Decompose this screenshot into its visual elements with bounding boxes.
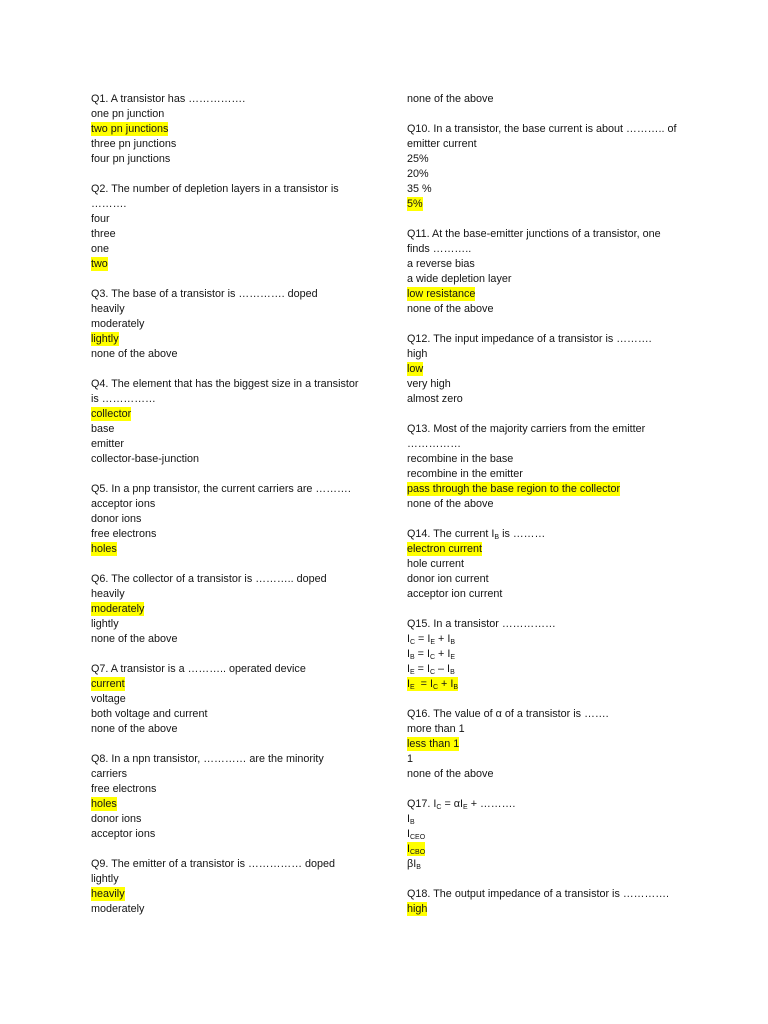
answer-option bbox=[91, 332, 358, 347]
answer-option bbox=[91, 902, 358, 917]
answer-option bbox=[407, 92, 676, 107]
option-text: one pn junction bbox=[91, 108, 165, 120]
question-text: Q5. In a pnp transistor, the current carriers are ………. bbox=[91, 483, 351, 495]
answer-option bbox=[91, 707, 358, 722]
question-line bbox=[407, 797, 676, 812]
answer-option bbox=[91, 872, 358, 887]
question-line bbox=[407, 527, 676, 542]
answer-option bbox=[407, 662, 676, 677]
subscript: C bbox=[429, 669, 436, 676]
subscript: B bbox=[494, 534, 500, 541]
question-line bbox=[91, 767, 358, 782]
question-block bbox=[91, 752, 358, 842]
text-segment: I bbox=[407, 813, 410, 825]
answer-option bbox=[407, 857, 676, 872]
text-segment: = I bbox=[414, 663, 430, 675]
answer-option bbox=[407, 272, 676, 287]
answer-option bbox=[407, 467, 676, 482]
question-text: Q13. Most of the majority carriers from the emitter bbox=[407, 423, 646, 435]
question-text: Q12. The input impedance of a transistor is ………. bbox=[407, 333, 652, 345]
option-text: donor ions bbox=[91, 813, 142, 825]
answer-option bbox=[407, 767, 676, 782]
answer-option bbox=[407, 647, 676, 662]
answer-option bbox=[91, 212, 358, 227]
option-text bbox=[407, 858, 421, 870]
question-block bbox=[91, 377, 358, 467]
option-text: 25% bbox=[407, 153, 429, 165]
subscript: E bbox=[450, 654, 456, 661]
question-text: Q15. In a transistor …………… bbox=[407, 618, 556, 630]
answer-option bbox=[91, 422, 358, 437]
option-text: recombine in the emitter bbox=[407, 468, 523, 480]
answer-option bbox=[91, 152, 358, 167]
subscript: B bbox=[453, 684, 459, 691]
highlighted-answer-text: holes bbox=[91, 798, 117, 810]
answer-option bbox=[407, 632, 676, 647]
answer-option bbox=[91, 542, 358, 557]
text-segment: + I bbox=[438, 678, 454, 690]
highlighted-answer-text: collector bbox=[91, 408, 132, 420]
subscript: C bbox=[410, 639, 416, 646]
answer-option bbox=[407, 572, 676, 587]
answer-option bbox=[407, 557, 676, 572]
question-line bbox=[91, 572, 358, 587]
question-text: Q9. The emitter of a transistor is …………… doped bbox=[91, 858, 336, 870]
subscript: B bbox=[450, 639, 456, 646]
option-text: moderately bbox=[91, 318, 145, 330]
answer-option bbox=[407, 392, 676, 407]
answer-option bbox=[91, 827, 358, 842]
answer-option bbox=[91, 797, 358, 812]
question-line bbox=[91, 92, 358, 107]
option-text: none of the above bbox=[407, 768, 494, 780]
text-segment: is ……… bbox=[499, 528, 546, 540]
answer-option bbox=[91, 527, 358, 542]
subscript: B bbox=[416, 864, 421, 871]
question-block bbox=[407, 797, 676, 872]
option-text: four pn junctions bbox=[91, 153, 171, 165]
answer-option bbox=[407, 722, 676, 737]
question-block bbox=[407, 332, 676, 407]
question-text bbox=[407, 528, 545, 540]
option-text: heavily bbox=[91, 588, 125, 600]
answer-option bbox=[407, 812, 676, 827]
option-text: high bbox=[407, 348, 428, 360]
highlighted-answer-text: current bbox=[91, 678, 125, 690]
answer-option bbox=[91, 887, 358, 902]
highlighted-answer-text: two bbox=[91, 258, 108, 270]
option-text: none of the above bbox=[407, 303, 494, 315]
answer-option bbox=[91, 317, 358, 332]
highlighted-answer-text: heavily bbox=[91, 888, 125, 900]
option-text: moderately bbox=[91, 903, 145, 915]
question-line bbox=[407, 332, 676, 347]
answer-option bbox=[91, 617, 358, 632]
answer-option bbox=[407, 347, 676, 362]
answer-option bbox=[91, 602, 358, 617]
option-text: free electrons bbox=[91, 528, 157, 540]
answer-option bbox=[407, 842, 676, 857]
answer-option bbox=[91, 302, 358, 317]
text-segment: = I bbox=[414, 648, 430, 660]
answer-option bbox=[407, 302, 676, 317]
question-block bbox=[91, 92, 358, 167]
question-line bbox=[407, 227, 676, 242]
question-line bbox=[91, 752, 358, 767]
question-block bbox=[407, 122, 676, 212]
answer-option bbox=[407, 542, 676, 557]
question-line bbox=[91, 482, 358, 497]
subscript: C bbox=[432, 684, 439, 691]
answer-option bbox=[91, 782, 358, 797]
option-text: free electrons bbox=[91, 783, 157, 795]
option-text bbox=[407, 813, 415, 825]
answer-option bbox=[407, 482, 676, 497]
text-segment: I bbox=[407, 633, 410, 645]
text-segment: + I bbox=[435, 648, 451, 660]
option-text: base bbox=[91, 423, 115, 435]
question-line bbox=[91, 392, 358, 407]
option-text: almost zero bbox=[407, 393, 463, 405]
question-line bbox=[91, 857, 358, 872]
question-block bbox=[407, 527, 676, 602]
text-segment: I bbox=[407, 678, 410, 690]
option-text: none of the above bbox=[91, 723, 178, 735]
option-text: none of the above bbox=[407, 93, 494, 105]
option-text bbox=[407, 633, 455, 645]
question-line bbox=[91, 287, 358, 302]
question-line bbox=[407, 887, 676, 902]
subscript: E bbox=[463, 804, 468, 811]
question-text: finds ……….. bbox=[407, 243, 472, 255]
answer-option bbox=[407, 497, 676, 512]
answer-option bbox=[91, 452, 358, 467]
option-text: emitter bbox=[91, 438, 124, 450]
option-text: both voltage and current bbox=[91, 708, 208, 720]
text-segment: = I bbox=[415, 633, 431, 645]
option-text: acceptor ions bbox=[91, 498, 156, 510]
subscript: B bbox=[410, 819, 415, 826]
answer-option bbox=[407, 197, 676, 212]
right-column bbox=[407, 92, 676, 932]
question-block bbox=[407, 227, 676, 317]
question-line bbox=[407, 422, 676, 437]
question-block bbox=[407, 887, 676, 917]
text-segment: = αI bbox=[441, 798, 464, 810]
subscript: B bbox=[450, 669, 455, 676]
question-text: is …………… bbox=[91, 393, 156, 405]
option-text: one bbox=[91, 243, 110, 255]
highlighted-answer-text: low bbox=[407, 363, 424, 375]
question-block bbox=[91, 662, 358, 737]
answer-option bbox=[407, 452, 676, 467]
option-text: donor ions bbox=[91, 513, 142, 525]
answer-option bbox=[91, 257, 358, 272]
question-text: Q18. The output impedance of a transistor is …………. bbox=[407, 888, 670, 900]
question-line bbox=[407, 707, 676, 722]
subscript: E bbox=[430, 639, 436, 646]
answer-option bbox=[407, 737, 676, 752]
option-text: recombine in the base bbox=[407, 453, 514, 465]
highlighted-answer-text: less than 1 bbox=[407, 738, 460, 750]
answer-option bbox=[407, 587, 676, 602]
answer-option bbox=[91, 632, 358, 647]
question-text: ………. bbox=[91, 198, 127, 210]
option-text: lightly bbox=[91, 873, 119, 885]
option-text: three bbox=[91, 228, 116, 240]
highlighted-answer-text: holes bbox=[91, 543, 117, 555]
highlighted-answer-text: pass through the base region to the collector bbox=[407, 483, 621, 495]
question-text: Q8. In a npn transistor, ………… are the minority bbox=[91, 753, 324, 765]
option-text: 35 % bbox=[407, 183, 432, 195]
subscript: E bbox=[410, 684, 415, 691]
text-segment: Q14. The current I bbox=[407, 528, 495, 540]
subscript: B bbox=[410, 654, 415, 661]
subscript: CEO bbox=[410, 834, 426, 841]
question-line bbox=[91, 377, 358, 392]
highlighted-answer-text bbox=[407, 677, 458, 691]
answer-option bbox=[91, 692, 358, 707]
question-block bbox=[91, 572, 358, 647]
question-line bbox=[91, 662, 358, 677]
question-line bbox=[407, 617, 676, 632]
question-block bbox=[91, 857, 358, 917]
option-text: collector-base-junction bbox=[91, 453, 200, 465]
text-segment: I bbox=[407, 663, 410, 675]
answer-option bbox=[407, 182, 676, 197]
question-text: Q7. A transistor is a ……….. operated device bbox=[91, 663, 306, 675]
highlighted-answer-text: two pn junctions bbox=[91, 123, 169, 135]
answer-option bbox=[407, 752, 676, 767]
question-block bbox=[407, 617, 676, 692]
answer-option bbox=[91, 407, 358, 422]
question-line bbox=[91, 182, 358, 197]
question-text: Q2. The number of depletion layers in a transistor is bbox=[91, 183, 339, 195]
option-text: hole current bbox=[407, 558, 465, 570]
option-text: three pn junctions bbox=[91, 138, 177, 150]
option-text: none of the above bbox=[91, 348, 178, 360]
highlighted-answer-text: high bbox=[407, 903, 428, 915]
question-line bbox=[407, 242, 676, 257]
question-text: Q11. At the base-emitter junctions of a transistor, one bbox=[407, 228, 661, 240]
answer-option bbox=[407, 902, 676, 917]
answer-option bbox=[407, 167, 676, 182]
question-text bbox=[407, 798, 515, 810]
answer-option bbox=[91, 227, 358, 242]
question-block bbox=[407, 707, 676, 782]
question-text: carriers bbox=[91, 768, 127, 780]
text-segment: I bbox=[407, 843, 410, 855]
option-text bbox=[407, 828, 425, 840]
answer-option bbox=[407, 377, 676, 392]
text-segment: I bbox=[407, 828, 410, 840]
text-segment: I bbox=[407, 648, 410, 660]
answer-option bbox=[91, 437, 358, 452]
option-text: 20% bbox=[407, 168, 429, 180]
answer-option bbox=[91, 722, 358, 737]
option-text: acceptor ion current bbox=[407, 588, 503, 600]
question-text: Q4. The element that has the biggest size in a transistor bbox=[91, 378, 359, 390]
text-segment: – I bbox=[435, 663, 451, 675]
answer-option bbox=[407, 362, 676, 377]
question-line bbox=[91, 197, 358, 212]
question-line bbox=[407, 437, 676, 452]
continued-options bbox=[407, 92, 676, 107]
answer-option bbox=[91, 122, 358, 137]
subscript: C bbox=[436, 804, 442, 811]
answer-option bbox=[91, 107, 358, 122]
option-text bbox=[407, 648, 455, 660]
answer-option bbox=[91, 587, 358, 602]
option-text: voltage bbox=[91, 693, 126, 705]
question-line bbox=[407, 122, 676, 137]
question-block bbox=[407, 422, 676, 512]
option-text: four bbox=[91, 213, 110, 225]
text-segment: βI bbox=[407, 858, 417, 870]
highlighted-answer-text: low resistance bbox=[407, 288, 476, 300]
answer-option bbox=[91, 497, 358, 512]
highlighted-answer-text: 5% bbox=[407, 198, 423, 210]
answer-option bbox=[407, 257, 676, 272]
answer-option bbox=[91, 242, 358, 257]
question-block bbox=[91, 482, 358, 557]
question-text: Q6. The collector of a transistor is ……….. doped bbox=[91, 573, 327, 585]
answer-option bbox=[91, 812, 358, 827]
answer-option bbox=[407, 152, 676, 167]
subscript: CBO bbox=[410, 849, 426, 856]
text-segment: + I bbox=[435, 633, 451, 645]
option-text: a wide depletion layer bbox=[407, 273, 512, 285]
answer-option bbox=[91, 677, 358, 692]
question-text: Q3. The base of a transistor is …………. doped bbox=[91, 288, 318, 300]
option-text: more than 1 bbox=[407, 723, 465, 735]
left-column bbox=[91, 92, 358, 932]
highlighted-answer-text: lightly bbox=[91, 333, 119, 345]
text-segment: Q17. I bbox=[407, 798, 437, 810]
option-text: 1 bbox=[407, 753, 414, 765]
highlighted-answer-text bbox=[407, 842, 425, 856]
answer-option bbox=[407, 677, 676, 692]
question-block bbox=[91, 287, 358, 362]
option-text: donor ion current bbox=[407, 573, 489, 585]
highlighted-answer-text: moderately bbox=[91, 603, 145, 615]
option-text: none of the above bbox=[407, 498, 494, 510]
option-text: lightly bbox=[91, 618, 119, 630]
option-text: acceptor ions bbox=[91, 828, 156, 840]
question-text: …………… bbox=[407, 438, 461, 450]
answer-option bbox=[407, 287, 676, 302]
option-text: a reverse bias bbox=[407, 258, 475, 270]
answer-option bbox=[407, 827, 676, 842]
option-text bbox=[407, 663, 455, 675]
text-segment: = I bbox=[414, 678, 433, 690]
subscript: C bbox=[429, 654, 436, 661]
question-line bbox=[407, 137, 676, 152]
question-text: Q10. In a transistor, the base current is about ……….. of bbox=[407, 123, 677, 135]
answer-option bbox=[91, 137, 358, 152]
option-text: very high bbox=[407, 378, 451, 390]
answer-option bbox=[91, 512, 358, 527]
option-text: none of the above bbox=[91, 633, 178, 645]
text-segment: + ………. bbox=[467, 798, 516, 810]
subscript: E bbox=[410, 669, 415, 676]
question-text: Q16. The value of α of a transistor is ……. bbox=[407, 708, 609, 720]
question-text: Q1. A transistor has ……………. bbox=[91, 93, 246, 105]
option-text: heavily bbox=[91, 303, 125, 315]
question-text: emitter current bbox=[407, 138, 477, 150]
highlighted-answer-text: electron current bbox=[407, 543, 483, 555]
answer-option bbox=[91, 347, 358, 362]
question-block bbox=[91, 182, 358, 272]
